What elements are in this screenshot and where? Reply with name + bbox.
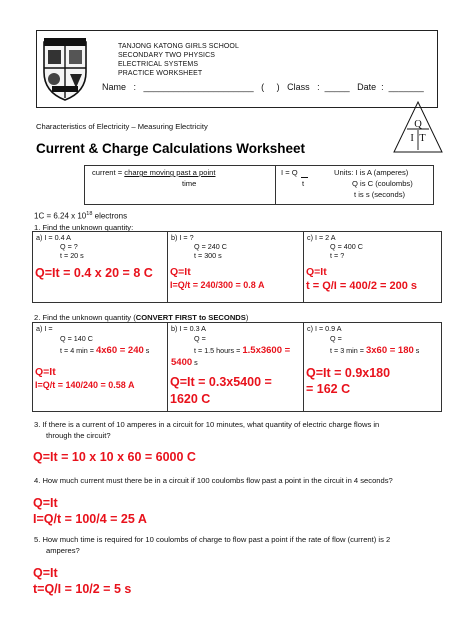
units-line-1: Units: I is A (amperes) <box>334 168 409 177</box>
q1c-answer-2: t = Q/I = 400/2 = 200 s <box>306 280 417 292</box>
electron-fact: 1C = 6.24 x $10^{18}$ electrons <box>34 211 128 221</box>
q5-question-line-1: 5. How much time is required for 10 coulombs of charge to flow past a point if the rate of flow (current) is 2 <box>34 535 391 544</box>
units-line-3: t is s (seconds) <box>354 190 406 199</box>
q2c-answer-2: = 162 C <box>306 382 351 396</box>
q2b-line-1: b) I = 0.3 A <box>171 324 206 333</box>
school-heading <box>118 42 239 78</box>
q1b-answer-1: Q=It <box>170 266 191 278</box>
q2a-answer-2: I=Q/t = 140/240 = 0.58 A <box>35 380 135 390</box>
q2b-answer-1: Q=It = 0.3x5400 = <box>170 375 272 389</box>
worksheet-line: PRACTICE WORKSHEET <box>118 70 203 77</box>
equation-top: I = Q <box>281 168 298 177</box>
q4-answer-1: Q=It <box>33 496 58 510</box>
q2-divider-1 <box>167 322 168 412</box>
q2c-answer-1: Q=It = 0.9x180 <box>306 366 391 380</box>
q2b-time-cont: 5400 s <box>171 357 198 368</box>
q1-divider-2 <box>303 231 304 303</box>
q2b-time: t = 1.5 hours = 1.5x3600 = <box>194 345 291 356</box>
definition-numerator: charge moving past a point <box>124 168 216 177</box>
formula-divider <box>275 165 276 205</box>
q1b-line-3: t = 300 s <box>194 251 222 260</box>
equation-fraction-bar <box>301 177 308 178</box>
q2-prompt: 2. Find the unknown quantity (CONVERT FIRST to SECONDS) <box>34 313 249 322</box>
q1c-line-3: t = ? <box>330 251 345 260</box>
q4-answer-2: I=Q/t = 100/4 = 25 A <box>33 512 147 526</box>
q1-prompt: 1. Find the unknown quantity: <box>34 223 134 232</box>
q2b-answer-2: 1620 C <box>170 392 211 406</box>
q1c-line-2: Q = 400 C <box>330 242 363 251</box>
topic-subtitle: Characteristics of Electricity – Measuring Electricity <box>36 122 208 131</box>
q2a-line-1: a) I = <box>36 324 53 333</box>
q3-question-line-2: through the circuit? <box>46 431 111 440</box>
q2c-line-1: c) I = 0.9 A <box>307 324 342 333</box>
q5-question-line-2: amperes? <box>46 546 80 555</box>
q2a-time: t = 4 min = 4x60 = 240 s <box>60 345 150 356</box>
q3-question-line-1: 3. If there is a current of 10 amperes in a circuit for 10 minutes, what quantity of electric charge flows in <box>34 420 380 429</box>
q1a-line-3: t = 20 s <box>60 251 84 260</box>
q1c-answer-1: Q=It <box>306 266 327 278</box>
q2c-line-2: Q = <box>330 334 342 343</box>
q1c-line-1: c) I = 2 A <box>307 233 336 242</box>
q2b-line-2: Q = <box>194 334 206 343</box>
triangle-top-label: Q <box>414 119 422 130</box>
current-definition: current = charge moving past a point <box>92 168 216 177</box>
q1b-line-1: b) I = ? <box>171 233 194 242</box>
q5-answer-2: t=Q/I = 10/2 = 5 s <box>33 582 132 596</box>
q3-answer: Q=It = 10 x 10 x 60 = 6000 C <box>33 450 196 464</box>
triangle-bottom-label: I T <box>410 133 426 144</box>
q1-divider-1 <box>167 231 168 303</box>
q5-answer-1: Q=It <box>33 566 58 580</box>
q1a-line-1: a) I = 0.4 A <box>36 233 71 242</box>
topic-line: ELECTRICAL SYSTEMS <box>118 61 199 68</box>
q2c-time: t = 3 min = 3x60 = 180 s <box>330 345 420 356</box>
worksheet-title: Current & Charge Calculations Worksheet <box>36 141 306 156</box>
q1b-answer-2: I=Q/t = 240/300 = 0.8 A <box>170 280 265 290</box>
q2-divider-2 <box>303 322 304 412</box>
q1a-answer: Q=It = 0.4 x 20 = 8 C <box>35 266 153 280</box>
q1a-line-2: Q = ? <box>60 242 78 251</box>
q4-question: 4. How much current must there be in a circuit if 100 coulombs flow past a point in the circuit in 4 seconds? <box>34 476 393 485</box>
school-name: TANJONG KATONG GIRLS SCHOOL <box>118 43 239 50</box>
units-line-2: Q is C (coulombs) <box>352 179 413 188</box>
q2a-answer-1: Q=It <box>35 366 56 378</box>
school-crest-logo <box>40 36 90 102</box>
subject-line: SECONDARY TWO PHYSICS <box>118 52 216 59</box>
equation-bottom: t <box>302 179 305 188</box>
q1b-line-2: Q = 240 C <box>194 242 227 251</box>
q2a-line-2: Q = 140 C <box>60 334 93 343</box>
name-class-date-row: Name : ______________________ ( ) Class : _____ Date : _______ <box>102 82 424 92</box>
definition-denominator: time <box>182 179 197 188</box>
